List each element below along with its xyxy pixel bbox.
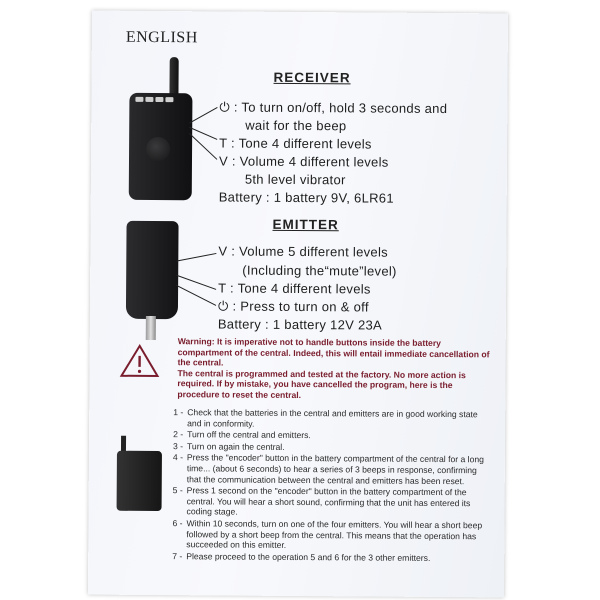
- receiver-pointer-lines: [187, 101, 227, 171]
- step-item: [173, 429, 491, 442]
- emitter-pointer-lines: [174, 251, 224, 311]
- step-item: [173, 485, 491, 519]
- receiver-line-beep: wait for the beep: [245, 117, 347, 134]
- step-number: 5 -: [172, 485, 183, 496]
- step-text: Press the "encoder" button in the battery compartment of the central for a long time... (about 6 seconds) to hear a series of 3 beeps in response, confirming that the communication between the central and emitters has been reset.: [186, 452, 484, 486]
- step-number: 3 -: [172, 440, 184, 451]
- step-text: Turn on again the central.: [186, 441, 285, 452]
- receiver-button-1: [135, 97, 143, 102]
- step-item: [172, 551, 490, 564]
- receiver-line-battery: Battery : 1 battery 9V, 6LR61: [218, 189, 394, 206]
- step-number: 6 -: [172, 518, 183, 529]
- receiver-button-3: [155, 97, 163, 102]
- emitter-title: EMITTER: [272, 216, 339, 233]
- receiver-button-2: [145, 97, 153, 102]
- bottom-device-image: [117, 451, 162, 511]
- step-item: [173, 441, 491, 454]
- step-item: [173, 407, 491, 430]
- step-text: Within 10 seconds, turn on one of the four emitters. You will hear a short beep followed by a short beep from the central. This means that the operation has succeeded on this emitter.: [186, 518, 483, 551]
- step-text: Check that the batteries in the central and emitters are in good working state and in conformity.: [187, 407, 478, 429]
- warning-triangle-icon: [119, 343, 159, 379]
- emitter-device-image: [126, 221, 179, 319]
- receiver-line-volume: V : Volume 4 different levels: [218, 153, 389, 170]
- step-number: 4 -: [172, 452, 183, 463]
- emitter-line-battery: Battery : 1 battery 12V 23A: [217, 316, 383, 333]
- step-text: Press 1 second on the "encoder" button in the battery compartment of the central. You will hear a short sound, confirming that the unit has entered its coding stage.: [186, 485, 471, 517]
- receiver-title: RECEIVER: [273, 69, 351, 86]
- receiver-line-vibrator: 5th level vibrator: [244, 171, 346, 188]
- emitter-line-power: ⏻ : Press to turn on & off: [217, 298, 369, 315]
- receiver-line-tone: T : Tone 4 different levels: [219, 135, 372, 152]
- step-number: 2 -: [173, 429, 184, 440]
- warning-paragraph-1: Warning: It is imperative not to handle buttons inside the battery compartment of the central. Indeed, this will entail immediate cancellation of the central.: [177, 336, 490, 368]
- manual-page: [88, 11, 508, 598]
- step-number: 7 -: [172, 550, 183, 561]
- emitter-line-tone: T : Tone 4 different levels: [218, 280, 371, 297]
- emitter-line-volume: V : Volume 5 different levels: [218, 243, 389, 260]
- warning-block: [177, 336, 489, 402]
- emitter-line-mute: (Including the“mute”level): [242, 262, 397, 279]
- receiver-speaker-icon: [146, 137, 170, 161]
- emitter-stem: [146, 316, 156, 340]
- step-text: Please proceed to the operation 5 and 6 for the 3 other emitters.: [186, 550, 431, 563]
- language-label: ENGLISH: [125, 28, 198, 47]
- receiver-button-4: [165, 97, 173, 102]
- receiver-antenna: [169, 57, 178, 97]
- reset-steps-list: [172, 407, 491, 565]
- receiver-line-power: ⏻ : To turn on/off, hold 3 seconds and: [219, 99, 448, 117]
- step-text: Turn off the central and emitters.: [187, 429, 311, 441]
- warning-paragraph-2: The central is programmed and tested at the factory. No more action is required. If by mistake, you have cancelled the program, here is the procedure to reset the central.: [177, 367, 466, 400]
- step-number: 1 -: [173, 407, 184, 418]
- step-item: [173, 453, 491, 487]
- step-item: [172, 518, 490, 552]
